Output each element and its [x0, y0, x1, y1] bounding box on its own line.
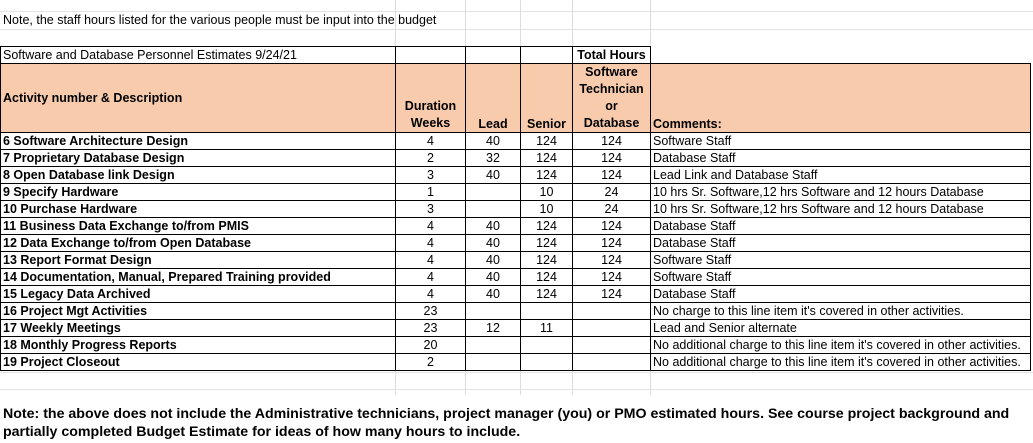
senior-cell[interactable]: 124 — [521, 167, 573, 184]
note-bottom: Note: the above does not include the Administrative technicians, project manager (you) or PMO estimated hours. See course project background and partially completed Budget Estimate for ideas of how many hours to include. — [3, 406, 1010, 440]
duration-cell[interactable]: 23 — [396, 303, 466, 320]
comment-cell[interactable]: Database Staff — [651, 150, 1031, 167]
lead-cell[interactable] — [466, 354, 521, 371]
duration-cell[interactable]: 20 — [396, 337, 466, 354]
activity-cell[interactable]: 17 Weekly Meetings — [1, 320, 396, 337]
header-tech-line: Software — [585, 65, 638, 79]
comment-cell[interactable]: Lead and Senior alternate — [651, 320, 1031, 337]
duration-cell[interactable]: 4 — [396, 269, 466, 286]
lead-cell[interactable]: 40 — [466, 167, 521, 184]
duration-cell[interactable]: 4 — [396, 252, 466, 269]
header-tech-line: Database — [583, 116, 640, 130]
senior-cell[interactable]: 124 — [521, 269, 573, 286]
table-row — [1, 320, 1031, 337]
table-row — [1, 201, 1031, 218]
activity-cell[interactable]: 14 Documentation, Manual, Prepared Training provided — [1, 269, 396, 286]
technician-cell[interactable]: 124 — [573, 167, 651, 184]
note-top: Note, the staff hours listed for the various people must be input into the budget — [3, 13, 437, 27]
activity-cell[interactable]: 10 Purchase Hardware — [1, 201, 396, 218]
header-tech-line: Technician — [579, 82, 644, 96]
technician-cell[interactable]: 24 — [573, 201, 651, 218]
activity-cell[interactable]: 16 Project Mgt Activities — [1, 303, 396, 320]
technician-cell[interactable]: 124 — [573, 286, 651, 303]
table-row — [1, 184, 1031, 201]
comment-cell[interactable]: Software Staff — [651, 133, 1031, 150]
estimates-table — [0, 46, 1031, 371]
technician-cell[interactable] — [573, 337, 651, 354]
technician-cell[interactable] — [573, 354, 651, 371]
header-duration[interactable] — [396, 64, 466, 133]
lead-cell[interactable]: 40 — [466, 269, 521, 286]
duration-cell[interactable]: 4 — [396, 218, 466, 235]
comment-cell[interactable]: Lead Link and Database Staff — [651, 167, 1031, 184]
technician-cell[interactable] — [573, 303, 651, 320]
activity-cell[interactable]: 7 Proprietary Database Design — [1, 150, 396, 167]
gridline — [0, 372, 1033, 373]
lead-cell[interactable]: 12 — [466, 320, 521, 337]
senior-cell[interactable]: 11 — [521, 320, 573, 337]
duration-cell[interactable]: 23 — [396, 320, 466, 337]
comment-cell[interactable]: No additional charge to this line item it's covered in other activities. — [651, 354, 1031, 371]
comment-cell[interactable]: No charge to this line item it's covered in other activities. — [651, 303, 1031, 320]
header-row — [1, 64, 1031, 133]
duration-cell[interactable]: 2 — [396, 150, 466, 167]
table-body — [1, 133, 1031, 371]
duration-cell[interactable]: 4 — [396, 235, 466, 252]
header-comments[interactable]: Comments: — [651, 64, 1031, 133]
activity-cell[interactable]: 12 Data Exchange to/from Open Database — [1, 235, 396, 252]
table-title[interactable]: Software and Database Personnel Estimates 9/24/21 — [1, 47, 396, 64]
activity-cell[interactable]: 9 Specify Hardware — [1, 184, 396, 201]
lead-cell[interactable] — [466, 303, 521, 320]
lead-cell[interactable] — [466, 337, 521, 354]
technician-cell[interactable]: 124 — [573, 269, 651, 286]
technician-cell[interactable]: 124 — [573, 150, 651, 167]
comment-cell[interactable]: 10 hrs Sr. Software,12 hrs Software and 12 hours Database — [651, 201, 1031, 218]
header-tech-line: or — [605, 99, 618, 113]
blank-cell[interactable] — [396, 47, 466, 64]
header-activity[interactable]: Activity number & Description — [1, 64, 396, 133]
comment-cell[interactable]: Database Staff — [651, 218, 1031, 235]
activity-cell[interactable]: 6 Software Architecture Design — [1, 133, 396, 150]
senior-cell[interactable]: 10 — [521, 201, 573, 218]
table-row — [1, 269, 1031, 286]
senior-cell[interactable]: 124 — [521, 133, 573, 150]
senior-cell[interactable] — [521, 303, 573, 320]
senior-cell[interactable]: 124 — [521, 252, 573, 269]
comment-cell[interactable]: No additional charge to this line item it's covered in other activities. — [651, 337, 1031, 354]
table-row — [1, 337, 1031, 354]
duration-cell[interactable]: 3 — [396, 167, 466, 184]
senior-cell[interactable] — [521, 337, 573, 354]
activity-cell[interactable]: 19 Project Closeout — [1, 354, 396, 371]
activity-cell[interactable]: 13 Report Format Design — [1, 252, 396, 269]
activity-cell[interactable]: 8 Open Database link Design — [1, 167, 396, 184]
table-row — [1, 354, 1031, 371]
blank-cell[interactable] — [651, 47, 1031, 64]
blank-cell[interactable] — [521, 47, 573, 64]
senior-cell[interactable]: 10 — [521, 184, 573, 201]
duration-cell[interactable]: 4 — [396, 133, 466, 150]
blank-cell[interactable] — [466, 47, 521, 64]
senior-cell[interactable]: 124 — [521, 218, 573, 235]
header-lead[interactable]: Lead — [466, 64, 521, 133]
table-row — [1, 235, 1031, 252]
senior-cell[interactable]: 124 — [521, 150, 573, 167]
lead-cell[interactable]: 40 — [466, 235, 521, 252]
gridline — [0, 389, 1033, 390]
header-duration-line: Duration — [404, 99, 457, 113]
table-row — [1, 167, 1031, 184]
technician-cell[interactable]: 124 — [573, 252, 651, 269]
duration-cell[interactable]: 4 — [396, 286, 466, 303]
lead-cell[interactable]: 40 — [466, 218, 521, 235]
lead-cell[interactable] — [466, 184, 521, 201]
header-technician[interactable] — [573, 64, 651, 133]
duration-cell[interactable]: 3 — [396, 201, 466, 218]
senior-cell[interactable]: 124 — [521, 235, 573, 252]
technician-cell[interactable]: 124 — [573, 235, 651, 252]
comment-cell[interactable]: 10 hrs Sr. Software,12 hrs Software and 12 hours Database — [651, 184, 1031, 201]
activity-cell[interactable]: 15 Legacy Data Archived — [1, 286, 396, 303]
activity-cell[interactable]: 18 Monthly Progress Reports — [1, 337, 396, 354]
technician-cell[interactable]: 124 — [573, 218, 651, 235]
senior-cell[interactable] — [521, 354, 573, 371]
duration-cell[interactable]: 2 — [396, 354, 466, 371]
comment-cell[interactable]: Database Staff — [651, 286, 1031, 303]
table-row — [1, 218, 1031, 235]
lead-cell[interactable] — [466, 201, 521, 218]
lead-cell[interactable]: 40 — [466, 133, 521, 150]
technician-cell[interactable] — [573, 320, 651, 337]
lead-cell[interactable]: 40 — [466, 252, 521, 269]
technician-cell[interactable]: 24 — [573, 184, 651, 201]
comment-cell[interactable]: Software Staff — [651, 252, 1031, 269]
title-row — [1, 47, 1031, 64]
gridline — [0, 29, 1033, 30]
table-row — [1, 252, 1031, 269]
senior-cell[interactable]: 124 — [521, 286, 573, 303]
comment-cell[interactable]: Database Staff — [651, 235, 1031, 252]
table-row — [1, 303, 1031, 320]
gridline — [0, 11, 1033, 12]
technician-cell[interactable]: 124 — [573, 133, 651, 150]
header-duration-line: Weeks — [410, 116, 451, 130]
duration-cell[interactable]: 1 — [396, 184, 466, 201]
comment-cell[interactable]: Software Staff — [651, 269, 1031, 286]
table-row — [1, 286, 1031, 303]
total-hours-label[interactable]: Total Hours — [573, 47, 651, 64]
table-row — [1, 133, 1031, 150]
table-row — [1, 150, 1031, 167]
lead-cell[interactable]: 32 — [466, 150, 521, 167]
lead-cell[interactable]: 40 — [466, 286, 521, 303]
activity-cell[interactable]: 11 Business Data Exchange to/from PMIS — [1, 218, 396, 235]
header-senior[interactable]: Senior — [521, 64, 573, 133]
